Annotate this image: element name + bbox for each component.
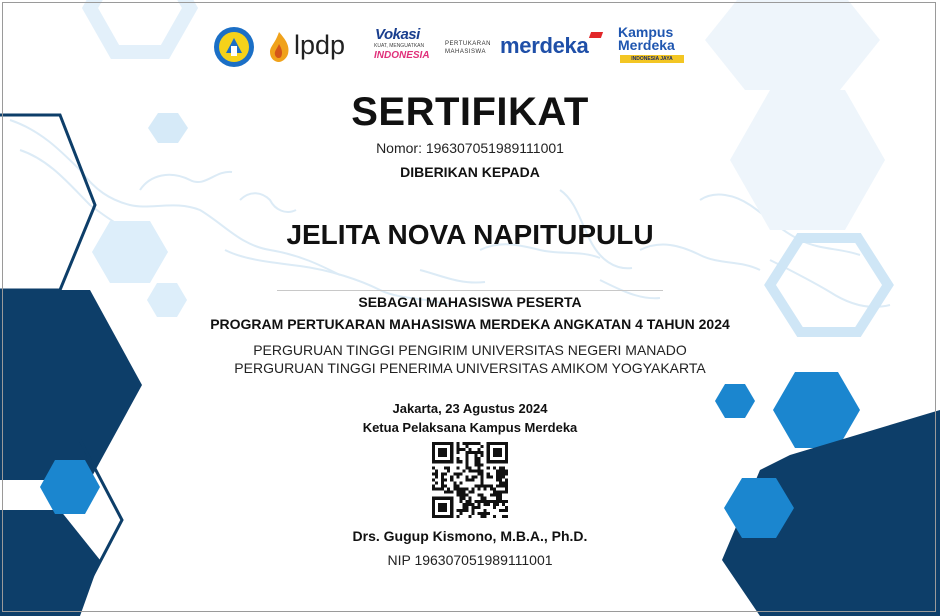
signer-title: Ketua Pelaksana Kampus Merdeka (362, 420, 578, 435)
signer-nip: NIP 196307051989111001 (387, 552, 553, 568)
lpdp-wordmark: lpdp (294, 30, 346, 60)
merdeka-wordmark: merdeka (500, 33, 589, 58)
qr-code (432, 442, 508, 518)
pertukaran-mahasiswa-label (445, 40, 491, 56)
given-to-label: DIBERIKAN KEPADA (400, 164, 540, 180)
mahasiswa-label: MAHASISWA (445, 49, 486, 55)
role-text: SEBAGAI MAHASISWA PESERTA (358, 294, 582, 310)
tut-wuri-handayani-logo (213, 26, 255, 68)
merdeka-word: Merdeka (618, 37, 675, 53)
certificate-title: SERTIFIKAT (351, 90, 589, 134)
vokasi-logo (371, 26, 433, 68)
place-date: Jakarta, 23 Agustus 2024 (392, 401, 548, 416)
signer-name: Drs. Gugup Kismono, M.B.A., Ph.D. (352, 528, 588, 544)
receiver-university: PERGURUAN TINGGI PENERIMA UNIVERSITAS AMIKOM YOGYAKARTA (234, 360, 706, 376)
recipient-name: JELITA NOVA NAPITUPULU (286, 219, 654, 250)
vokasi-tagline: KUAT, MENGUATKAN (374, 43, 425, 49)
kampus-merdeka-logo (618, 24, 690, 68)
vokasi-word: Vokasi (375, 26, 420, 43)
kampus-word: Kampus (618, 24, 674, 40)
name-divider (277, 290, 663, 291)
sender-university: PERGURUAN TINGGI PENGIRIM UNIVERSITAS NEGERI MANADO (253, 342, 687, 358)
program-text: PROGRAM PERTUKARAN MAHASISWA MERDEKA ANGKATAN 4 TAHUN 2024 (210, 316, 730, 332)
vokasi-country: INDONESIA (374, 50, 430, 61)
certificate-number: Nomor: 196307051989111001 (376, 140, 564, 156)
logo-row (0, 24, 940, 72)
pertukaran-label: PERTUKARAN (445, 41, 491, 47)
indonesia-jaya-tag: INDONESIA JAYA (620, 55, 684, 63)
lpdp-flame-logo (266, 30, 292, 64)
flag-icon (589, 32, 603, 38)
